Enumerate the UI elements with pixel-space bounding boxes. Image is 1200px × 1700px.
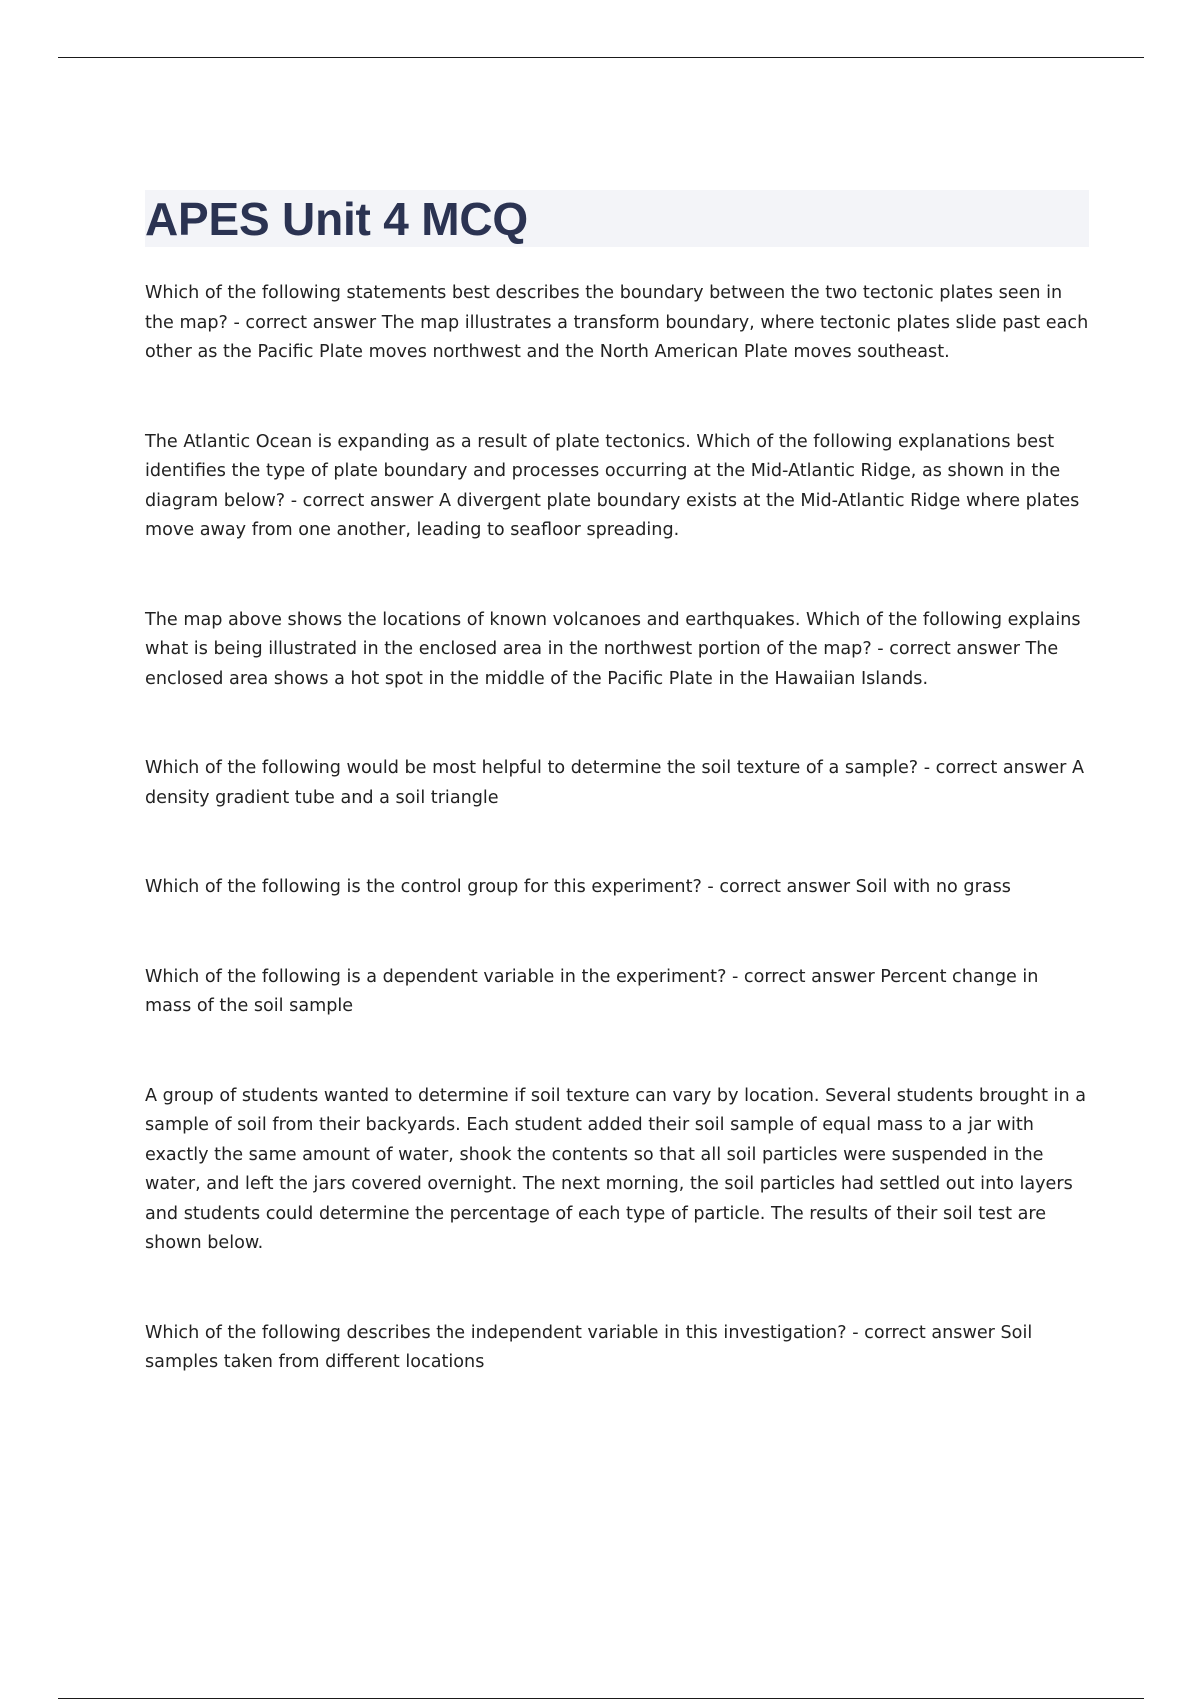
top-rule <box>58 57 1144 58</box>
question-item-5: Which of the following is the control group for this experiment? - correct answer Soil with no grass <box>145 877 1011 897</box>
question-item-7: A group of students wanted to determine if soil texture can vary by location. Several students brought in a sample of soil from their backyards. Each student added their soil sample of equal mass to a jar with exactly the same amount of water, shook the contents so that all soil particles were suspended in the water, and left the jars covered overnight. The next morning, the soil particles had settled out into layers and students could determine the percentage of each type of particle. The results of their soil test are shown below. <box>145 1085 1086 1253</box>
question-item-2: The Atlantic Ocean is expanding as a result of plate tectonics. Which of the following explanations best identifies the type of plate boundary and processes occurring at the Mid-Atlantic Ridge, as shown in the diagram below? - correct answer A divergent plate boundary exists at the Mid-Atlantic Ridge where plates move away from one another, leading to seafloor spreading. <box>145 431 1080 540</box>
question-item-4: Which of the following would be most helpful to determine the soil texture of a sample? - correct answer A density gradient tube and a soil triangle <box>145 758 1085 808</box>
question-item-3: The map above shows the locations of known volcanoes and earthquakes. Which of the following explains what is being illustrated in the enclosed area in the northwest portion of the map? - correct answer The enclosed area shows a hot spot in the middle of the Pacific Plate in the Hawaiian Islands. <box>145 609 1081 689</box>
document-page <box>145 190 1089 1438</box>
title-band <box>145 190 1089 247</box>
question-list <box>145 279 1089 1378</box>
question-item-8: Which of the following describes the independent variable in this investigation? - correct answer Soil samples taken from different locations <box>145 1322 1033 1372</box>
question-item-1: Which of the following statements best describes the boundary between the two tectonic plates seen in the map? - correct answer The map illustrates a transform boundary, where tectonic plates slide past each other as the Pacific Plate moves northwest and the North American Plate moves southeast. <box>145 283 1089 362</box>
document-title: APES Unit 4 MCQ <box>145 192 528 245</box>
bottom-rule <box>58 1698 1144 1699</box>
question-item-6: Which of the following is a dependent variable in the experiment? - correct answer Percent change in mass of the soil sample <box>145 966 1039 1016</box>
